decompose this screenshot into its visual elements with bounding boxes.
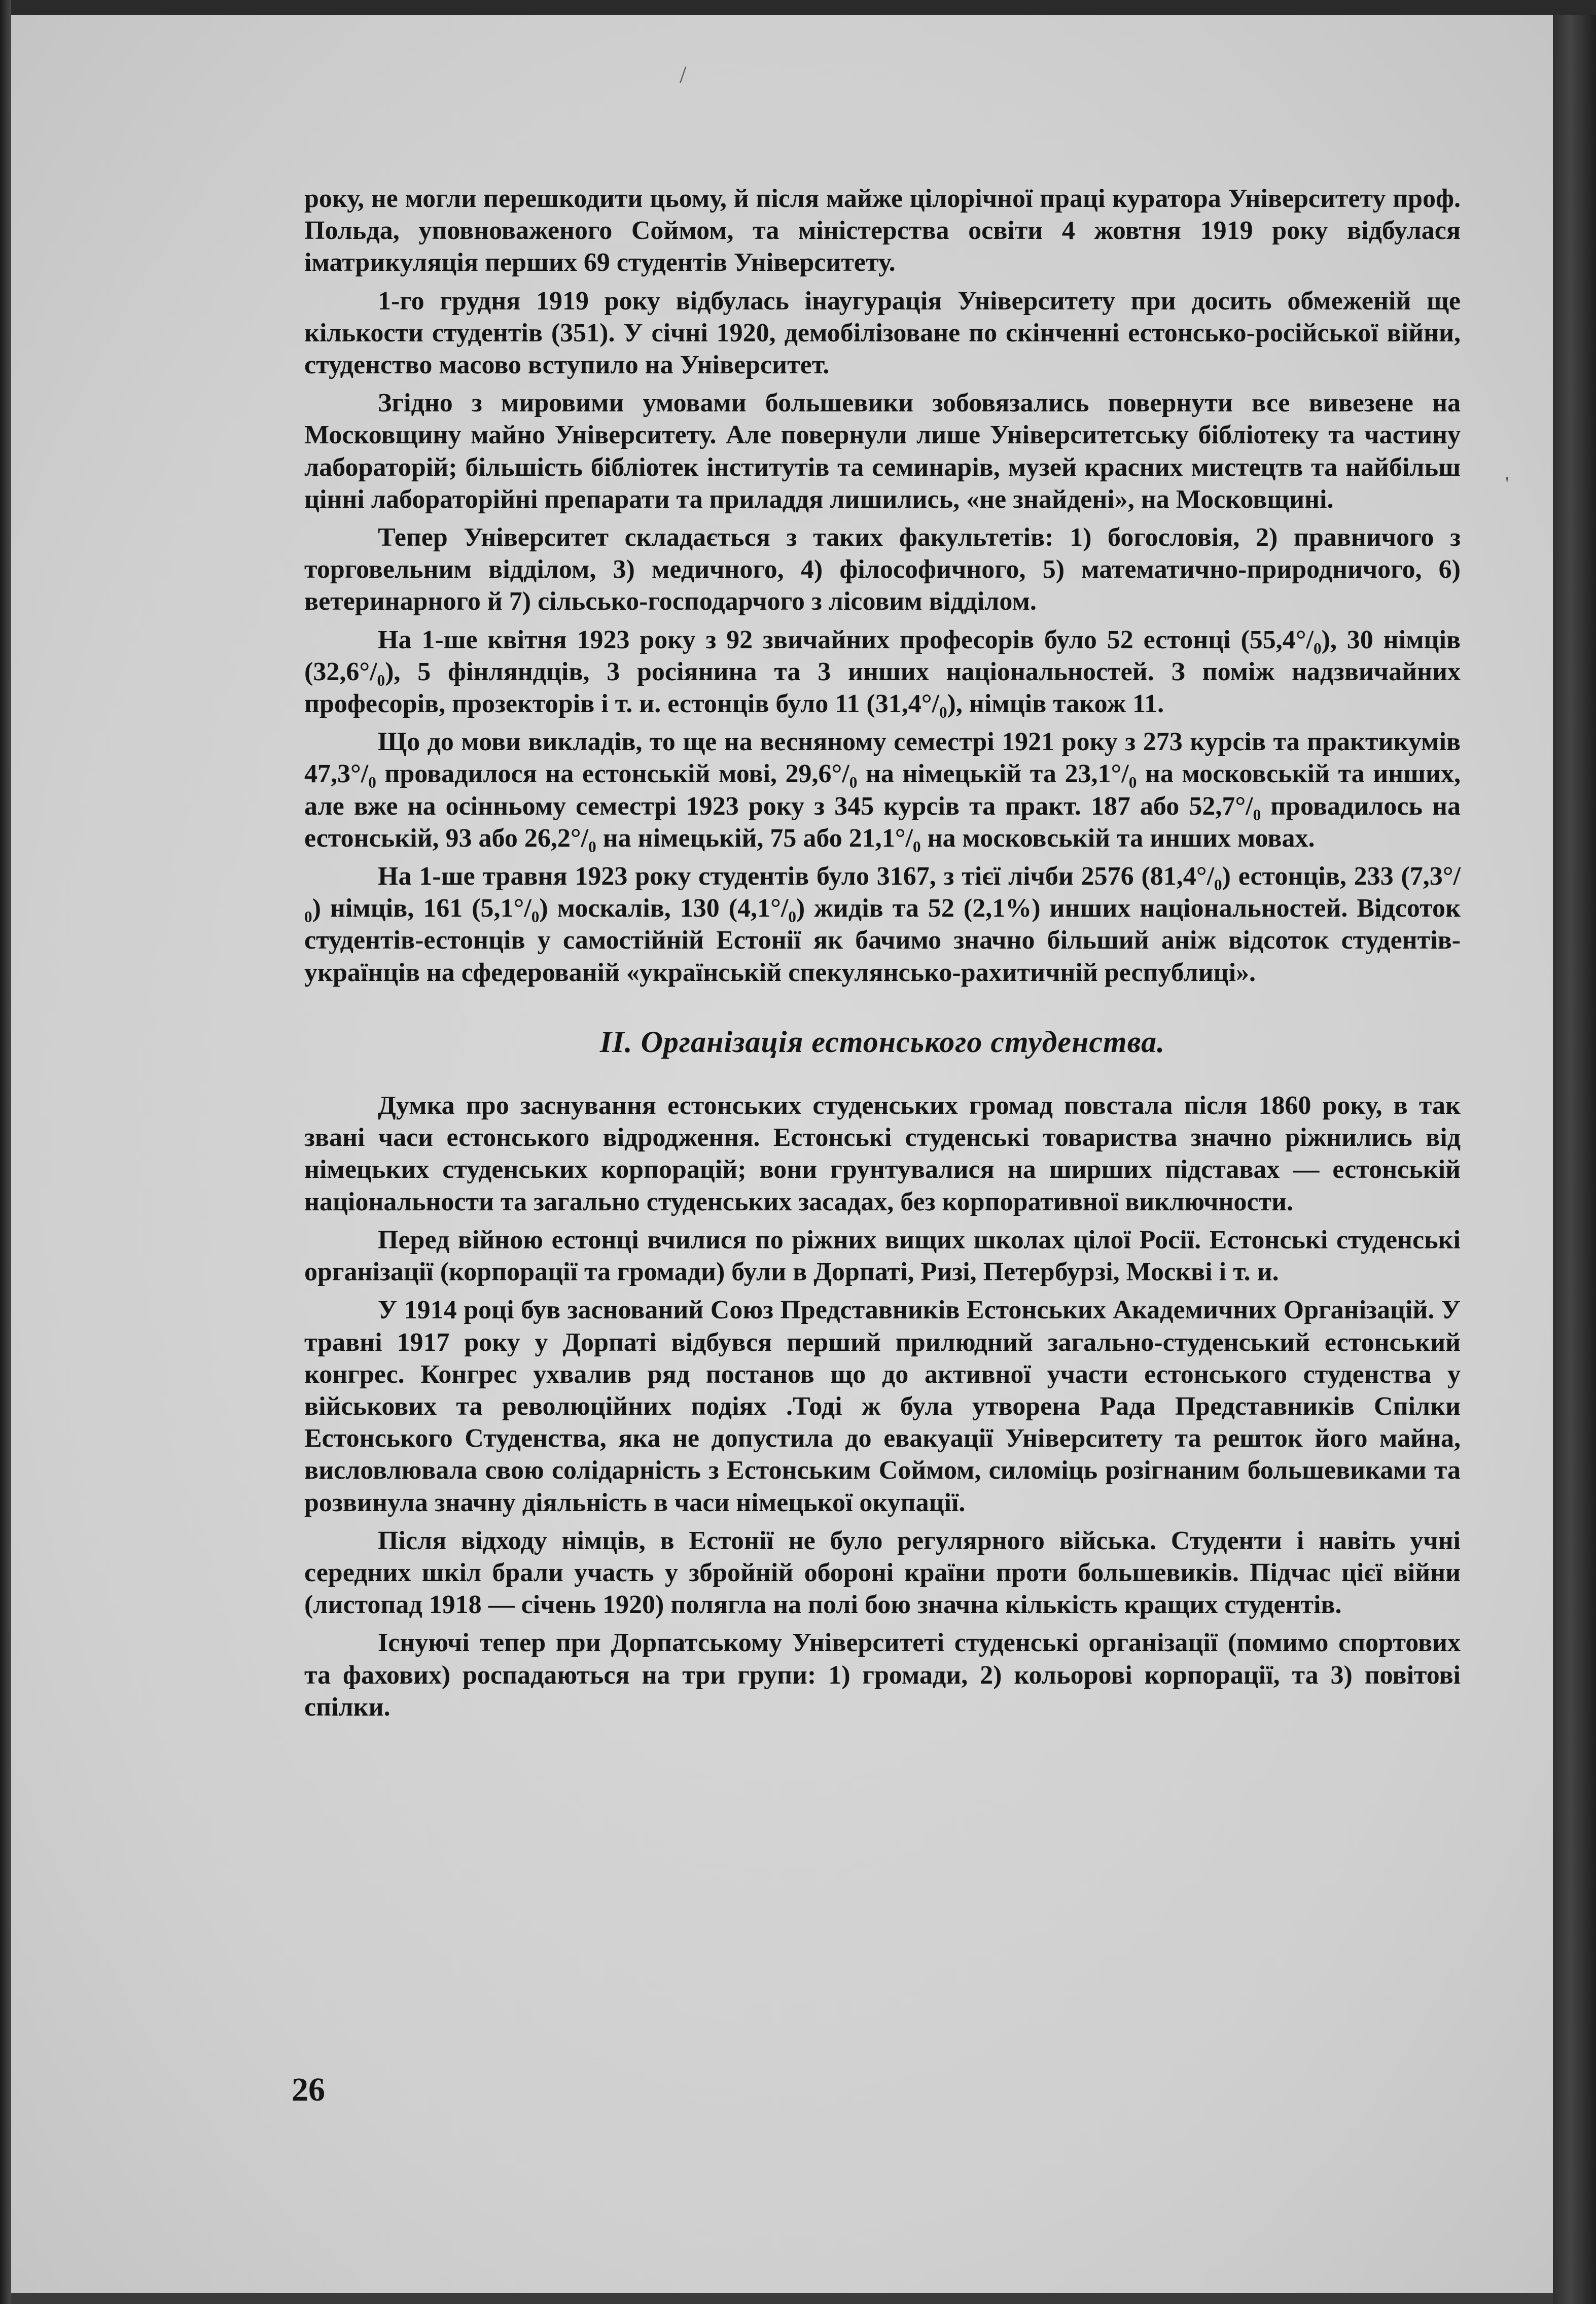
section-heading: II. Організація естонського студенства. <box>599 1025 1165 1059</box>
paragraph: Думка про заснування естонських студенських громад повстала після 1860 року, в так звані часи естонського відродження. Естонські студенські товариства значно ріжнились від німецьких студенських корпорацій; вони грунтувалися на ширших підставах — естонській національности та загально студенських засадах, без корпоративної виключности. <box>304 1091 1461 1216</box>
paragraph: року, не могли перешкодити цьому, й після майже цілорічної праці куратора Університету проф. Польда, уповноваженого Соймом, та міністерства освіти 4 жовтня 1919 року відбулася іматрикуляція перших 69 студентів Університету. <box>304 184 1461 277</box>
paragraph: Перед війною естонці вчилися по ріжних вищих школах цілої Росії. Естонські студенські організації (корпорації та громади) були в Дорпаті, Ризі, Петербурзі, Москві і т. и. <box>304 1225 1461 1287</box>
scan-speck: ' <box>1505 472 1509 495</box>
scan-right-border <box>1553 15 1596 2304</box>
paragraph: На 1-ше травня 1923 року студентів було 3167, з тієї лічби 2576 (81,4°/₀) естонців, 233 (7,3°/₀) німців, 161 (5,1°/₀) москалів, 130 (4,1°/₀) жидів та 52 (2,1%) инших національностей. Відсоток студентів-естонців у самостійній Естонії як бачимо значно більший аніж відсоток студентів-українців на сфедерованій «українській спекулянсько-рахитичній республиці». <box>304 862 1461 987</box>
paragraph: Що до мови викладів, то ще на весняному семестрі 1921 року з 273 курсів та практикумів 47,3°/₀ провадилося на естонській мові, 29,6°/₀ на німецькій та 23,1°/₀ на московській та инших, але вже на осінньому семестрі 1923 року з 345 курсів та практ. 187 або 52,7°/₀ провадилось на естонській, 93 або 26,2°/₀ на німецькій, 75 або 21,1°/₀ на московській та инших мовах. <box>304 727 1461 853</box>
paragraph: У 1914 році був заснований Союз Представників Естонських Академичних Організацій. У травні 1917 року у Дорпаті відбувся перший прилюдний загально-студенський естонський конгрес. Конгрес ухвалив ряд постанов що до активної участи естонського студенства у військових та революційних подіях .Тоді ж була утворена Рада Представників Спілки Естонського Студенства, яка не допустила до евакуації Університету та решток його майна, висловлювала свою солідарність з Естонським Соймом, силоміць розігнаним большевиками та розвинула значну діяльність в часи німецької окупації. <box>304 1296 1461 1517</box>
paragraph: Існуючі тепер при Дорпатському Університеті студенські організації (помимо спортових та фахових) роспадаються на три групи: 1) громади, 2) кольорові корпорації, та 3) повітові спілки. <box>304 1628 1461 1722</box>
paragraph: 1-го грудня 1919 року відбулась інаугурація Університету при досить обмеженій ще кількости студентів (351). У січні 1920, демобілізоване по скінченні естонсько-російської війни, студенство масово вступило на Університет. <box>304 286 1461 380</box>
scan-speck: / <box>680 61 687 88</box>
paragraph: Згідно з мировими умовами большевики зобовязались повернути все вивезене на Московщину майно Університету. Але повернули лише Університетську бібліотеку та частину лабораторій; більшість бібліотек інститутів та семинарів, музей красних мистецтв та найбільш цінні лабораторійні препарати та приладдя лишились, «не знайдені», на Московщині. <box>304 389 1461 514</box>
page-number: 26 <box>292 2071 325 2108</box>
paragraph: Після відходу німців, в Естонії не було регулярного війська. Студенти і навіть учні середних шкіл брали участь у збройній обороні країни проти большевиків. Підчас цієї війни (листопад 1918 — січень 1920) полягла на полі бою значна кількість кращих студентів. <box>304 1526 1461 1620</box>
body-text <box>304 183 1461 1729</box>
paragraph: Тепер Університет складається з таких факультетів: 1) богословія, 2) правничого з торговельним відділом, 3) медичного, 4) філософичного, 5) математично-природничого, 6) ветеринарного й 7) сільсько-господарчого з лісовим відділом. <box>304 523 1461 616</box>
scan-left-border <box>0 0 11 2304</box>
paragraph: На 1-ше квітня 1923 року з 92 звичайних професорів було 52 естонці (55,4°/₀), 30 німців (32,6°/₀), 5 фінляндців, 3 росіянина та 3 инших національностей. З поміж надзвичайних професорів, прозекторів і т. и. естонців було 11 (31,4°/₀), німців також 11. <box>304 625 1461 719</box>
scan-top-border <box>0 0 1596 15</box>
